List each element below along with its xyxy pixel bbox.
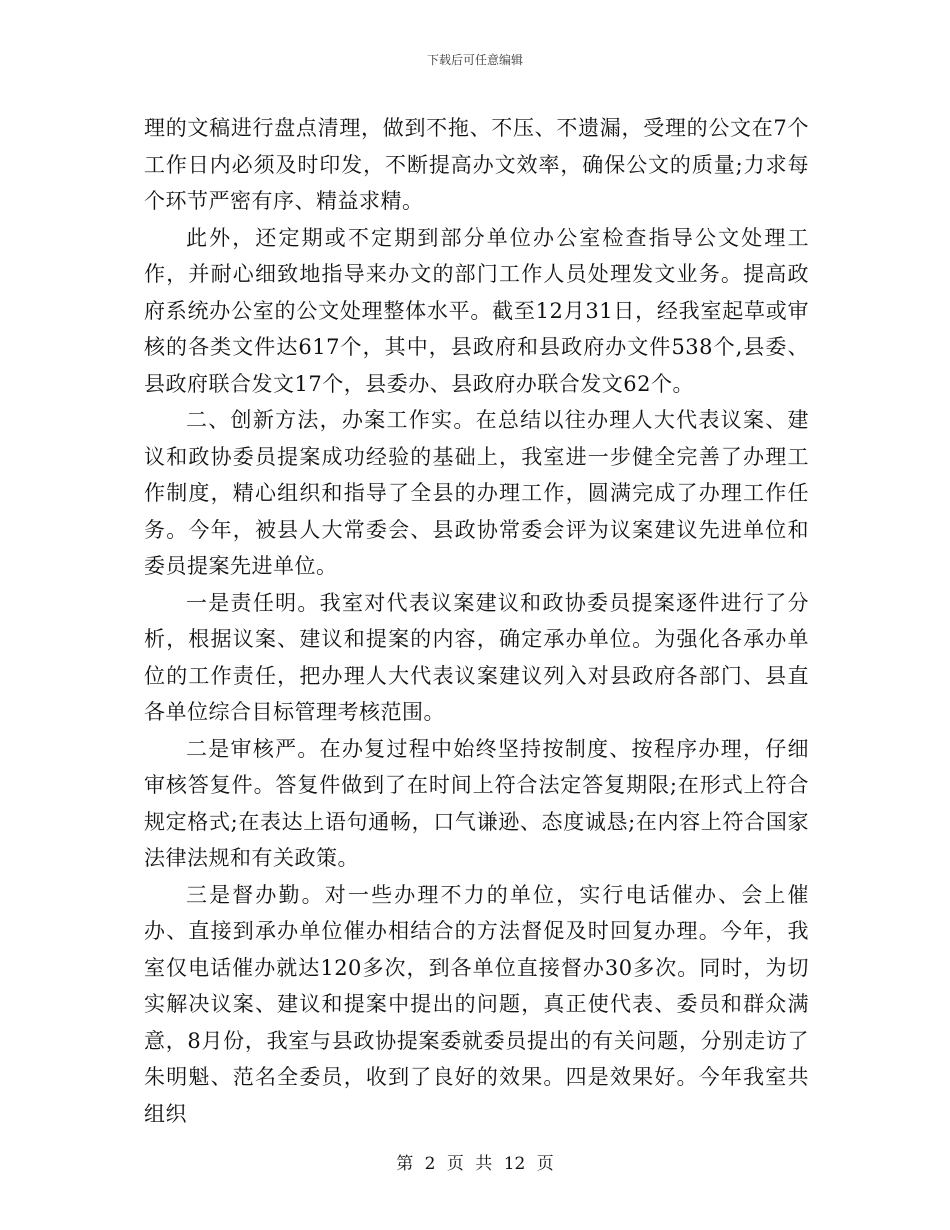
paragraph-6: 三是督办勤。对一些办理不力的单位，实行电话催办、会上催办、直接到承办单位催办相结合的方法督促及时回复办理。今年，我室仅电话催办就达120多次，到各单位直接督办30多次。同时，为切实解决议案、建议和提案中提出的问题，真正使代表、委员和群众满意，8月份，我室与县政协提案委就委员提出的有关问题，分别走访了朱明魁、范名全委员，收到了良好的效果。四是效果好。今年我室共组织 (144, 882, 809, 1126)
paragraph-2: 此外，还定期或不定期到部分单位办公室检查指导公文处理工作，并耐心细致地指导来办文的部门工作人员处理发文业务。提高政府系统办公室的公文处理整体水平。截至12月31日，经我室起草或审核的各类文件达617个，其中，县政府和县政府办文件538个,县委、县政府联合发文17个，县委办、县政府办联合发文62个。 (144, 225, 809, 396)
paragraph-3: 二、创新方法，办案工作实。在总结以往办理人大代表议案、建议和政协委员提案成功经验的基础上，我室进一步健全完善了办理工作制度，精心组织和指导了全县的办理工作，圆满完成了办理工作任务。今年，被县人大常委会、县政协常委会评为议案建议先进单位和委员提案先进单位。 (144, 408, 809, 578)
paragraph-4: 一是责任明。我室对代表议案建议和政协委员提案逐件进行了分析，根据议案、建议和提案的内容，确定承办单位。为强化各承办单位的工作责任，把办理人大代表议案建议列入对县政府各部门、县直各单位综合目标管理考核范围。 (144, 590, 809, 724)
page-header: 下载后可任意编辑 (426, 53, 523, 67)
document-body (144, 110, 809, 1132)
page-footer: 第 2 页 共 12 页 (396, 1154, 554, 1174)
paragraph-5: 二是审核严。在办复过程中始终坚持按制度、按程序办理，仔细审核答复件。答复件做到了在时间上符合法定答复期限;在形式上符合规定格式;在表达上语句通畅，口气谦逊、态度诚恳;在内容上符合国家法律法规和有关政策。 (144, 736, 809, 870)
paragraph-1: 理的文稿进行盘点清理，做到不拖、不压、不遗漏，受理的公文在7个工作日内必须及时印发，不断提高办文效率，确保公文的质量;力求每个环节严密有序、精益求精。 (144, 116, 809, 213)
